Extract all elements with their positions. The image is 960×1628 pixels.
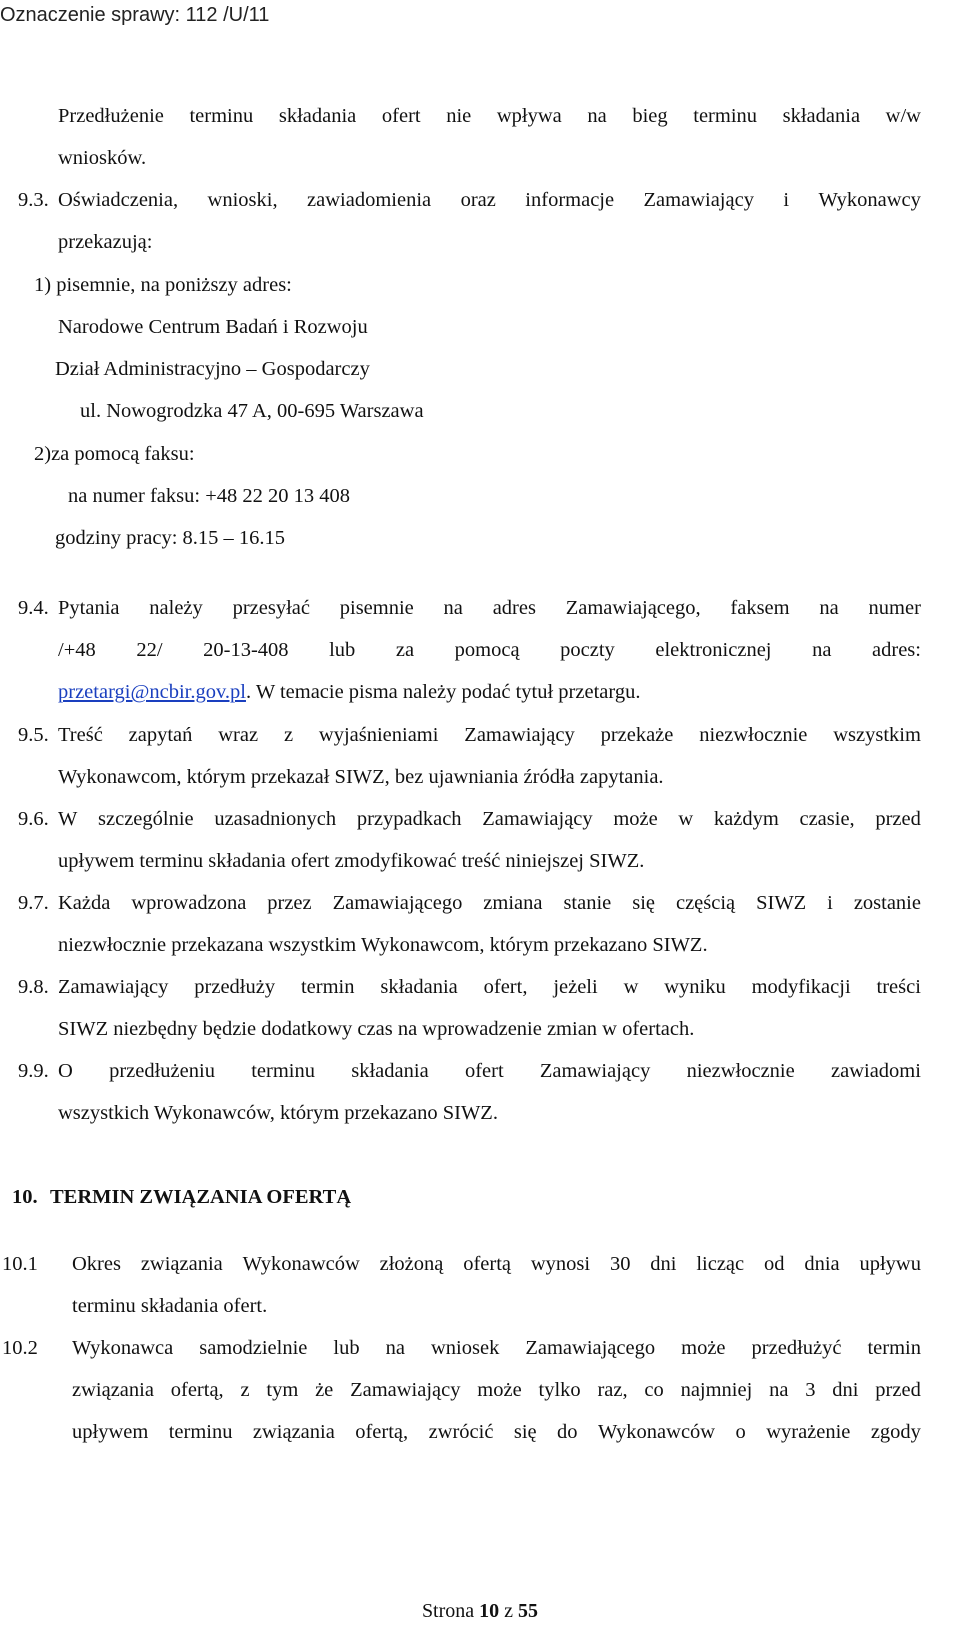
word: może <box>613 808 658 830</box>
word: Zamawiający <box>539 1060 651 1082</box>
s10-2-line-2 <box>72 1376 921 1404</box>
word: Zamawiający <box>464 724 575 746</box>
word: stanie <box>563 892 612 914</box>
word: bieg <box>632 105 668 127</box>
word: tym <box>266 1379 299 1401</box>
word: dni <box>832 1379 859 1401</box>
s10-1-line-1 <box>72 1250 921 1278</box>
word: przekaże <box>600 724 674 746</box>
s9-4-line-1 <box>58 594 921 622</box>
email-link[interactable]: przetargi@ncbir.gov.pl <box>58 681 246 703</box>
word: Zamawiający <box>350 1379 461 1401</box>
word: ofert <box>381 105 421 127</box>
s9-8-line-1 <box>58 973 921 1001</box>
word: najmniej <box>680 1379 753 1401</box>
word: niezwłocznie <box>686 1060 795 1082</box>
s9-5-line-2: Wykonawcom, którym przekazał SIWZ, bez ujawniania źródła zapytania. <box>58 766 664 788</box>
word: każdym <box>713 808 779 830</box>
word: wraz <box>218 724 259 746</box>
word: Wykonawców <box>242 1253 360 1275</box>
fax-number: na numer faksu: +48 22 20 13 408 <box>68 485 351 507</box>
s10-1-line-2: terminu składania ofert. <box>72 1295 268 1317</box>
word: poczty <box>560 639 615 661</box>
case-number-header: Oznaczenie sprawy: 112 /U/11 <box>0 4 270 26</box>
word: nie <box>446 105 472 127</box>
word: Każda <box>58 892 111 914</box>
word: Pytania <box>58 597 120 619</box>
word: ofert <box>464 1060 504 1082</box>
word: SIWZ <box>756 892 807 914</box>
word: Wykonawca <box>72 1337 174 1359</box>
word: czasie, <box>799 808 855 830</box>
word: numer <box>868 597 921 619</box>
s9-6-line-2: upływem terminu składania ofert zmodyfikować treść niniejszej SIWZ. <box>58 850 645 872</box>
word: elektronicznej <box>655 639 772 661</box>
word: tylko <box>538 1379 581 1401</box>
section-number: 9.7. <box>18 892 49 914</box>
word: adres: <box>872 639 921 661</box>
footer-page-number: 10 <box>479 1600 500 1622</box>
word: ofertą, <box>355 1421 409 1443</box>
word: zostanie <box>853 892 921 914</box>
word: na <box>812 639 832 661</box>
word: upływem <box>72 1421 149 1443</box>
word: szczególnie <box>98 808 194 830</box>
word: samodzielnie <box>199 1337 308 1359</box>
word: przypadkach <box>356 808 462 830</box>
s9-9-line-2: wszystkich Wykonawców, którym przekazano SIWZ. <box>58 1102 498 1124</box>
page-footer <box>0 1600 960 1623</box>
section-number: 9.8. <box>18 976 49 998</box>
word: wszystkim <box>833 724 921 746</box>
word: zwrócić <box>428 1421 494 1443</box>
s9-4-line-3-rest: . W temacie pisma należy podać tytuł przetargu. <box>245 681 641 703</box>
s9-3-item-2: 2)za pomocą faksu: <box>34 443 195 465</box>
word: Zamawiający <box>643 189 754 211</box>
word: przedłużyć <box>751 1337 842 1359</box>
word: 30 <box>609 1253 631 1275</box>
s9-4-line-2 <box>58 636 921 664</box>
section-10-number: 10. <box>12 1186 38 1208</box>
word: lub <box>329 639 356 661</box>
word: wniosek <box>431 1337 500 1359</box>
word: informacje <box>525 189 615 211</box>
word: licząc <box>696 1253 745 1275</box>
word: adres <box>492 597 536 619</box>
word: 22/ <box>136 639 163 661</box>
s9-6-line-1 <box>58 805 921 833</box>
word: Wykonawcy <box>818 189 921 211</box>
word: z <box>283 724 294 746</box>
word: oraz <box>460 189 496 211</box>
word: wyrażenie <box>766 1421 851 1443</box>
word: ofertą <box>463 1253 512 1275</box>
word: przed <box>875 808 921 830</box>
word: pomocą <box>454 639 520 661</box>
word: pisemnie <box>339 597 414 619</box>
word: zawiadomienia <box>307 189 432 211</box>
section-number: 9.9. <box>18 1060 49 1082</box>
word: związania <box>140 1253 223 1275</box>
word: że <box>315 1379 334 1401</box>
s9-3-line-2: przekazują: <box>58 231 153 253</box>
word: 3 <box>805 1379 816 1401</box>
word: od <box>763 1253 785 1275</box>
s9-3-line-1 <box>58 186 921 214</box>
word: Zamawiającego <box>525 1337 656 1359</box>
word: ofert, <box>483 976 528 998</box>
word: terminu <box>251 1060 315 1082</box>
section-number: 9.3. <box>18 189 49 211</box>
word: W <box>58 808 78 830</box>
word: modyfikacji <box>751 976 851 998</box>
s9-3-item-1: 1) pisemnie, na poniższy adres: <box>34 274 292 296</box>
word: Wykonawców <box>597 1421 716 1443</box>
word: przesyłać <box>232 597 310 619</box>
intro-line-2: wniosków. <box>58 147 147 169</box>
word: treści <box>876 976 921 998</box>
word: o <box>735 1421 746 1443</box>
section-number: 9.4. <box>18 597 49 619</box>
word: do <box>557 1421 578 1443</box>
word: Okres <box>72 1253 121 1275</box>
s9-7-line-1 <box>58 889 921 917</box>
office-hours: godziny pracy: 8.15 – 16.15 <box>55 527 286 549</box>
word: co <box>644 1379 664 1401</box>
s9-9-line-1 <box>58 1057 921 1085</box>
section-number: 9.6. <box>18 808 49 830</box>
word: Treść <box>58 724 103 746</box>
word: zmiana <box>483 892 543 914</box>
s9-8-line-2: SIWZ niezbędny będzie dodatkowy czas na wprowadzenie zmian w ofertach. <box>58 1018 695 1040</box>
word: niezwłocznie <box>699 724 808 746</box>
word: związania <box>252 1421 335 1443</box>
word: przed <box>875 1379 921 1401</box>
word: raz, <box>597 1379 628 1401</box>
word: może <box>681 1337 726 1359</box>
word: należy <box>149 597 203 619</box>
word: na <box>769 1379 789 1401</box>
word: za <box>395 639 415 661</box>
word: terminu <box>189 105 254 127</box>
word: Oświadczenia, <box>58 189 179 211</box>
word: przedłużeniu <box>109 1060 215 1082</box>
word: terminu <box>693 105 758 127</box>
word: termin <box>867 1337 921 1359</box>
word: w/w <box>885 105 921 127</box>
word: dnia <box>804 1253 840 1275</box>
address-department: Dział Administracyjno – Gospodarczy <box>55 358 370 380</box>
s9-4-line-3 <box>58 678 640 706</box>
word: O <box>58 1060 73 1082</box>
word: i <box>783 189 790 211</box>
word: terminu <box>168 1421 233 1443</box>
footer-prefix: Strona <box>421 1600 475 1622</box>
word: wyniku <box>664 976 726 998</box>
word: jeżeli <box>553 976 598 998</box>
address-institution: Narodowe Centrum Badań i Rozwoju <box>58 316 368 338</box>
s9-7-line-2: niezwłocznie przekazana wszystkim Wykonawcom, którym przekazano SIWZ. <box>58 934 708 956</box>
word: przez <box>267 892 312 914</box>
word: na <box>385 1337 405 1359</box>
word: zapytań <box>128 724 193 746</box>
word: składania <box>782 105 861 127</box>
word: faksem <box>730 597 790 619</box>
footer-total-pages: 55 <box>518 1600 539 1622</box>
word: się <box>513 1421 537 1443</box>
word: na <box>587 105 607 127</box>
word: i <box>827 892 833 914</box>
word: Przedłużenie <box>58 105 164 127</box>
word: dni <box>650 1253 677 1275</box>
word: zawiadomi <box>831 1060 921 1082</box>
word: złożoną <box>379 1253 444 1275</box>
word: /+48 <box>58 639 96 661</box>
word: Zamawiającego, <box>565 597 701 619</box>
word: Zamawiający <box>482 808 593 830</box>
s10-2-line-3 <box>72 1418 921 1446</box>
word: zgody <box>870 1421 921 1443</box>
word: przedłuży <box>194 976 276 998</box>
section-number: 10.2 <box>2 1337 38 1359</box>
word: uzasadnionych <box>214 808 337 830</box>
word: częścią <box>675 892 736 914</box>
s10-2-line-1 <box>72 1334 921 1362</box>
word: ofertą, <box>170 1379 224 1401</box>
word: na <box>819 597 839 619</box>
word: upływu <box>859 1253 921 1275</box>
word: wpływa <box>496 105 562 127</box>
word: składania <box>278 105 357 127</box>
word: wprowadzona <box>131 892 247 914</box>
word: na <box>443 597 463 619</box>
word: z <box>240 1379 250 1401</box>
word: w <box>623 976 639 998</box>
word: Zamawiający <box>58 976 169 998</box>
word: składania <box>351 1060 429 1082</box>
word: wnioski, <box>207 189 278 211</box>
section-number: 10.1 <box>2 1253 38 1275</box>
intro-line-1 <box>58 102 921 130</box>
word: wynosi <box>530 1253 591 1275</box>
word: termin <box>300 976 355 998</box>
word: w <box>678 808 694 830</box>
word: się <box>632 892 656 914</box>
word: może <box>477 1379 522 1401</box>
word: związania <box>72 1379 154 1401</box>
section-10-heading: TERMIN ZWIĄZANIA OFERTĄ <box>50 1186 352 1208</box>
word: 20-13-408 <box>203 639 289 661</box>
section-number: 9.5. <box>18 724 49 746</box>
word: wyjaśnieniami <box>318 724 439 746</box>
word: składania <box>380 976 458 998</box>
word: lub <box>333 1337 360 1359</box>
word: Zamawiającego <box>332 892 463 914</box>
s9-5-line-1 <box>58 721 921 749</box>
footer-separator: z <box>504 1600 514 1622</box>
address-street: ul. Nowogrodzka 47 A, 00-695 Warszawa <box>80 400 424 422</box>
